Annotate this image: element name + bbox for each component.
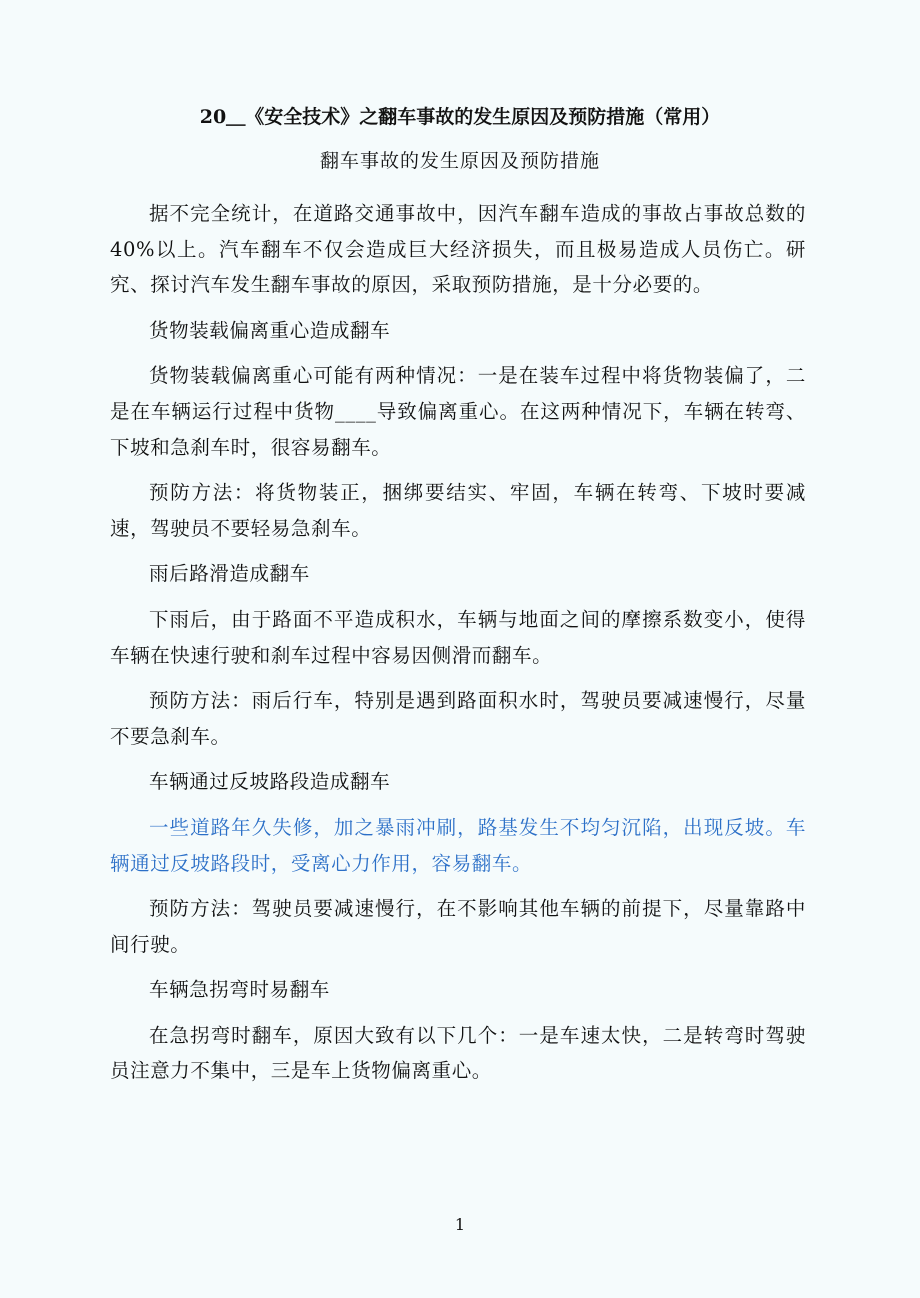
document-subtitle: 翻车事故的发生原因及预防措施	[319, 150, 600, 172]
paragraph-cargo-prevention: 预防方法：将货物装正，捆绑要结实、牢固，车辆在转弯、下坡时要减速，驾驶员不要轻易急刹车。	[110, 481, 806, 540]
paragraph-rain-prevention: 预防方法：雨后行车，特别是遇到路面积水时，驾驶员要减速慢行，尽量不要急刹车。	[110, 689, 806, 748]
paragraph-turn-cause: 在急拐弯时翻车，原因大致有以下几个：一是车速太快，二是转弯时驾驶员注意力不集中，三是车上货物偏离重心。	[110, 1023, 806, 1083]
paragraph-intro: 据不完全统计，在道路交通事故中，因汽车翻车造成的事故占事故总数的40%以上。汽车翻车不仅会造成巨大经济损失，而且极易造成人员伤亡。研究、探讨汽车发生翻车事故的原因，采取预防措施，是十分必要的。	[110, 202, 806, 297]
section-heading-slope: 车辆通过反坡路段造成翻车	[149, 770, 391, 794]
section-heading-cargo: 货物装载偏离重心造成翻车	[149, 318, 391, 342]
paragraph-slope-prevention: 预防方法：驾驶员要减速慢行，在不影响其他车辆的前提下，尽量靠路中间行驶。	[110, 897, 806, 956]
page-number: 1	[454, 1215, 466, 1234]
paragraph-slope-cause: 一些道路年久失修，加之暴雨冲刷，路基发生不均匀沉陷，出现反坡。车辆通过反坡路段时，受离心力作用，容易翻车。	[110, 815, 806, 875]
document-title: 20＿《安全技术》之翻车事故的发生原因及预防措施（常用）	[199, 106, 721, 128]
section-heading-turn: 车辆急拐弯时易翻车	[149, 978, 330, 1002]
paragraph-cargo-cause: 货物装载偏离重心可能有两种情况：一是在装车过程中将货物装偏了，二是在车辆运行过程中货物____导致偏离重心。在这两种情况下，车辆在转弯、下坡和急刹车时，很容易翻车。	[110, 364, 806, 459]
document-body	[110, 196, 806, 1099]
section-heading-rain: 雨后路滑造成翻车	[149, 562, 310, 586]
paragraph-rain-cause: 下雨后，由于路面不平造成积水，车辆与地面之间的摩擦系数变小，使得车辆在快速行驶和刹车过程中容易因侧滑而翻车。	[110, 607, 806, 667]
